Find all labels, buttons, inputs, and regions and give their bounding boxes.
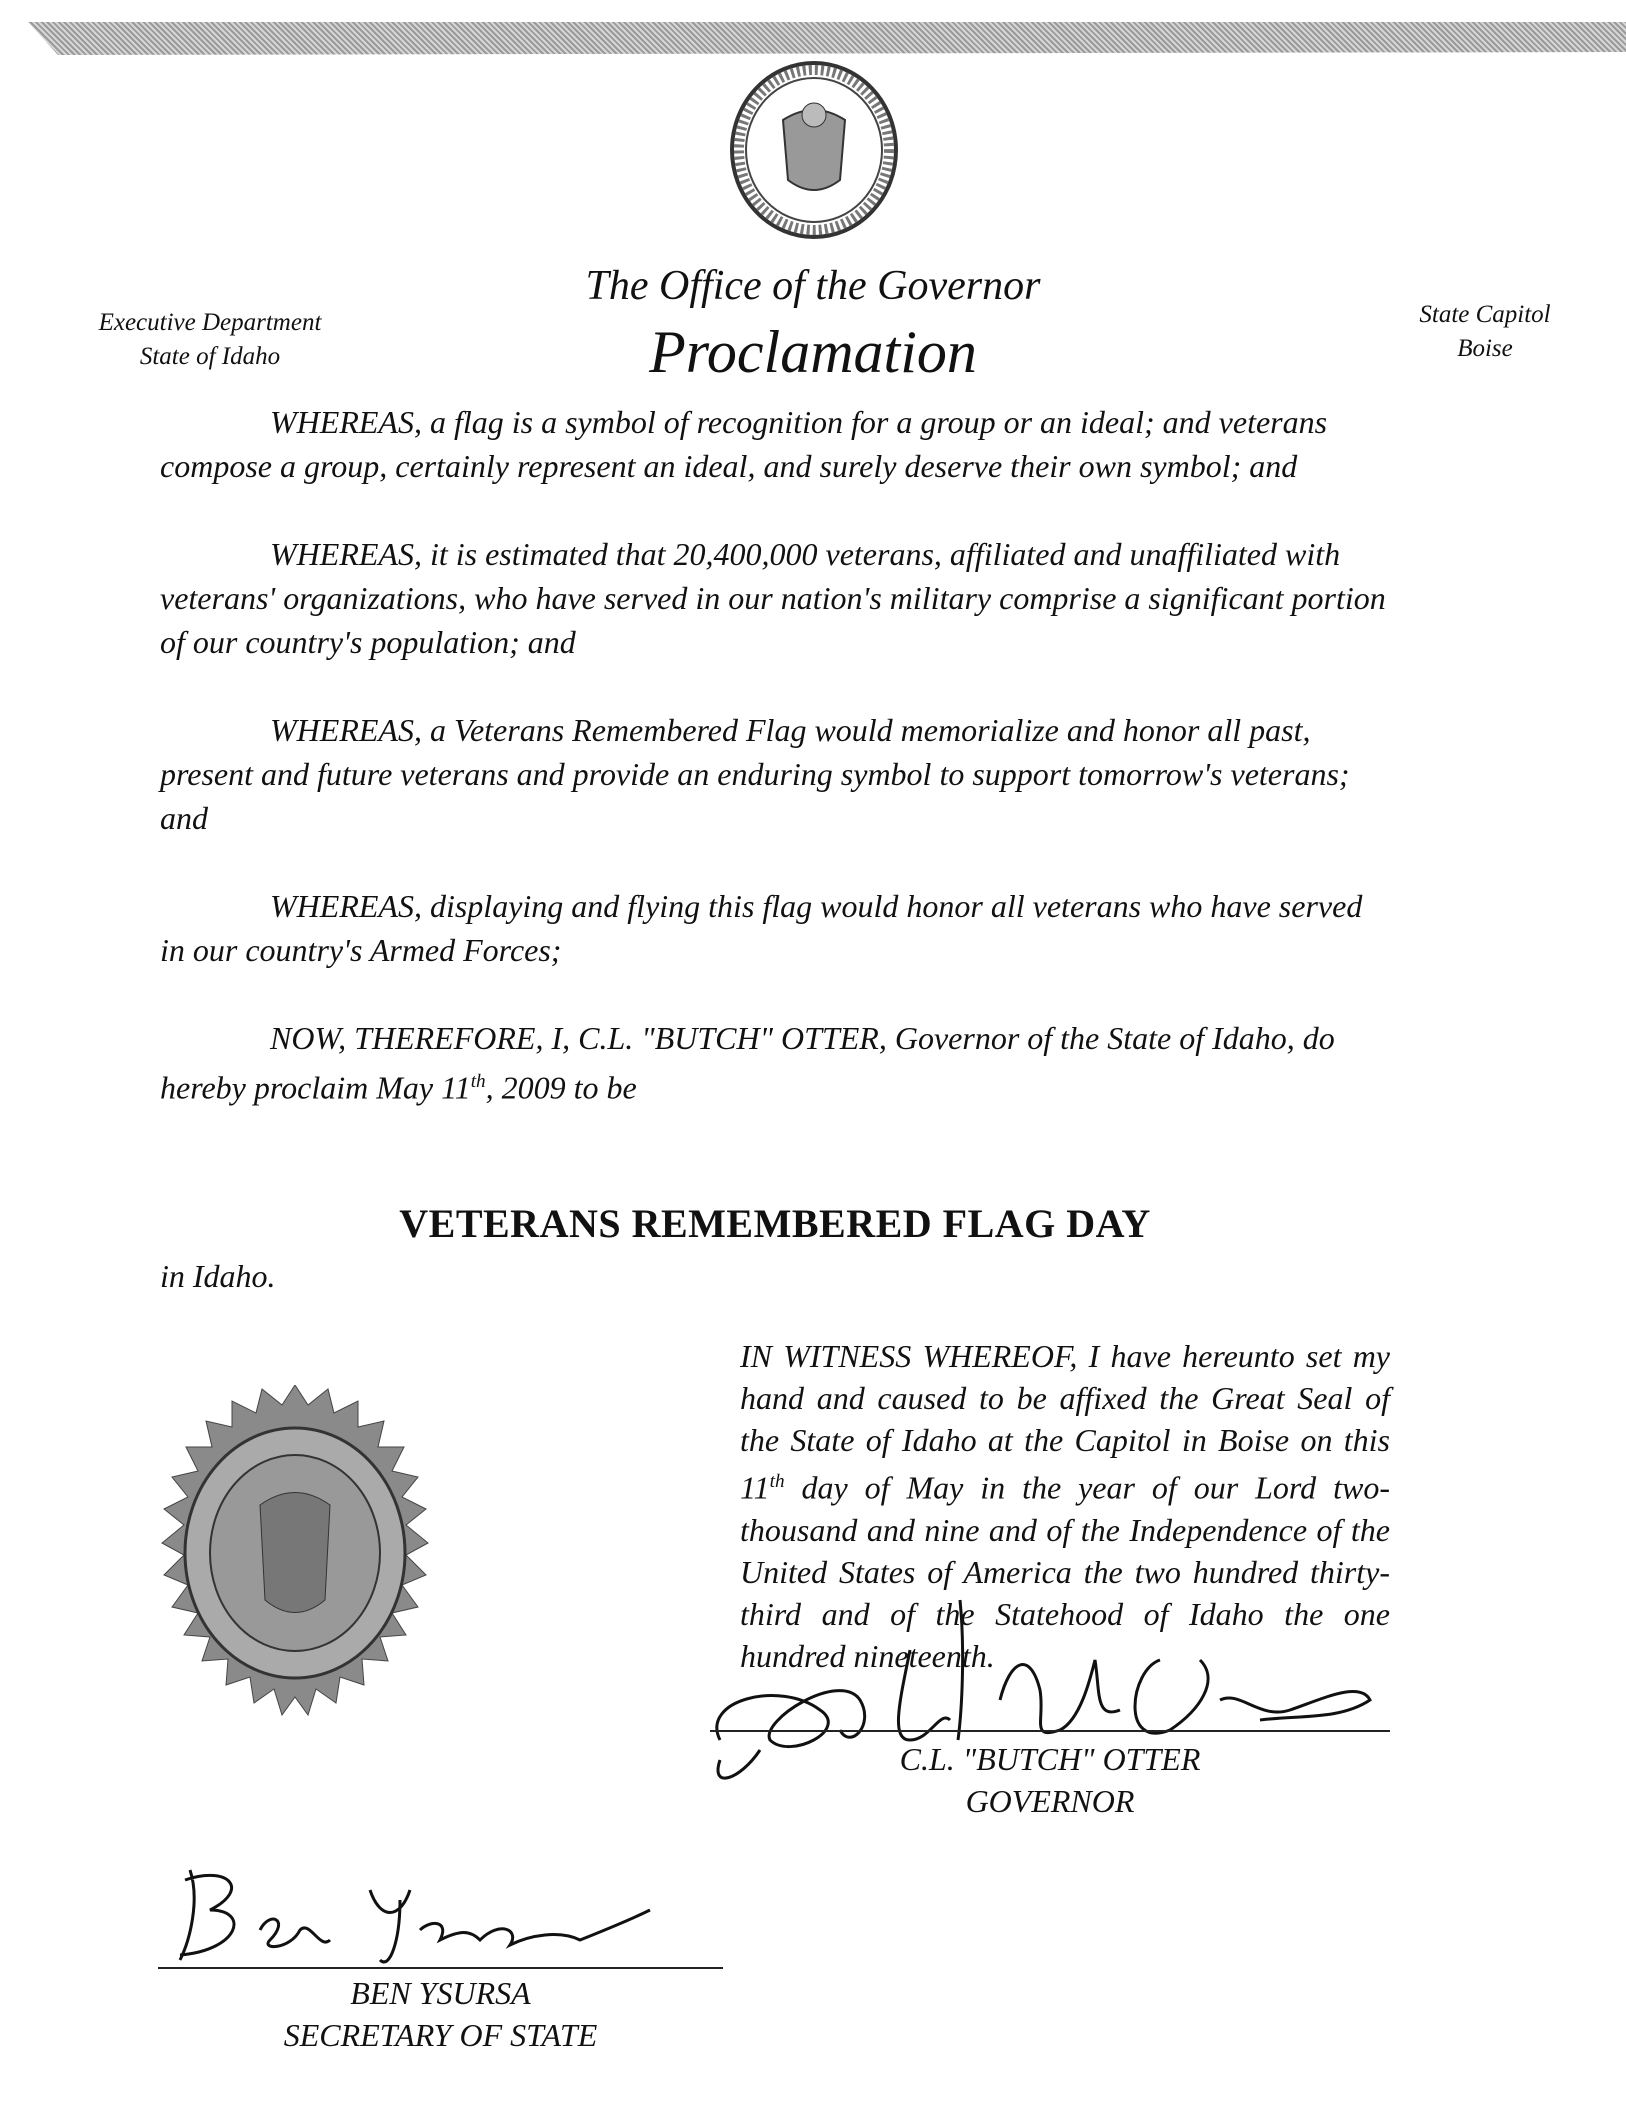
- secretary-signature: [160, 1860, 660, 1970]
- proclamation-text-end: , 2009 to be: [485, 1069, 637, 1106]
- secretary-title: SECRETARY OF STATE: [283, 2017, 598, 2053]
- secretary-block: [158, 1972, 723, 2056]
- state-label: State of Idaho: [139, 343, 281, 370]
- governor-block: [710, 1738, 1390, 1822]
- letterhead-left: [60, 306, 360, 374]
- great-seal-icon: [130, 1385, 460, 1745]
- state-seal-icon: [728, 60, 900, 240]
- ordinal-suffix: th: [769, 1471, 785, 1492]
- governor-name: C.L. "BUTCH" OTTER: [899, 1741, 1201, 1777]
- ordinal-suffix: th: [470, 1071, 486, 1092]
- whereas-clause: WHEREAS, a flag is a symbol of recognition for a group or an ideal; and veterans compose a group, certainly represent an ideal, and surely deserve their own symbol; and: [160, 404, 1328, 484]
- witness-text: IN WITNESS WHEREOF, I have hereunto set my hand and caused to be affixed the Great Seal of the State of Idaho at the Capitol in Boise on this 11: [740, 1338, 1390, 1506]
- proclamation-clause: [160, 1016, 1390, 1110]
- whereas-clause: WHEREAS, displaying and flying this flag would honor all veterans who have served in our country's Armed Forces;: [160, 888, 1363, 968]
- location-text: in Idaho.: [160, 1258, 276, 1294]
- governor-signature-line: [710, 1730, 1390, 1732]
- department-label: Executive Department: [98, 309, 322, 336]
- proclamation-headline: VETERANS REMEMBERED FLAG DAY: [399, 1201, 1151, 1246]
- whereas-clause: WHEREAS, it is estimated that 20,400,000 veterans, affiliated and unaffiliated with veterans' organizations, who have served in our nation's military comprise a significant portion of our country's population; and: [160, 536, 1386, 660]
- governor-title: GOVERNOR: [965, 1783, 1135, 1819]
- capitol-label: State Capitol: [1419, 301, 1551, 328]
- witness-text-end: day of May in the year of our Lord two-thousand and nine and of the Independence of the United States of America the two hundred thirty-third and of the Statehood of Idaho the one hundred nineteenth.: [740, 1469, 1390, 1674]
- document-title: Proclamation: [649, 319, 977, 385]
- secretary-name: BEN YSURSA: [350, 1975, 531, 2011]
- proclamation-body: [160, 400, 1390, 1154]
- secretary-signature-line: [158, 1967, 723, 1969]
- whereas-clause: WHEREAS, a Veterans Remembered Flag would memorialize and honor all past, present and future veterans and provide an enduring symbol to support tomorrow's veterans; and: [160, 712, 1350, 836]
- city-label: Boise: [1457, 335, 1513, 362]
- proclamation-text: NOW, THEREFORE, I, C.L. "BUTCH" OTTER, Governor of the State of Idaho, do hereby proclaim May 11: [160, 1020, 1335, 1106]
- office-title: The Office of the Governor: [585, 263, 1041, 309]
- letterhead-band: [28, 0, 1626, 55]
- letterhead-right: [1400, 298, 1570, 366]
